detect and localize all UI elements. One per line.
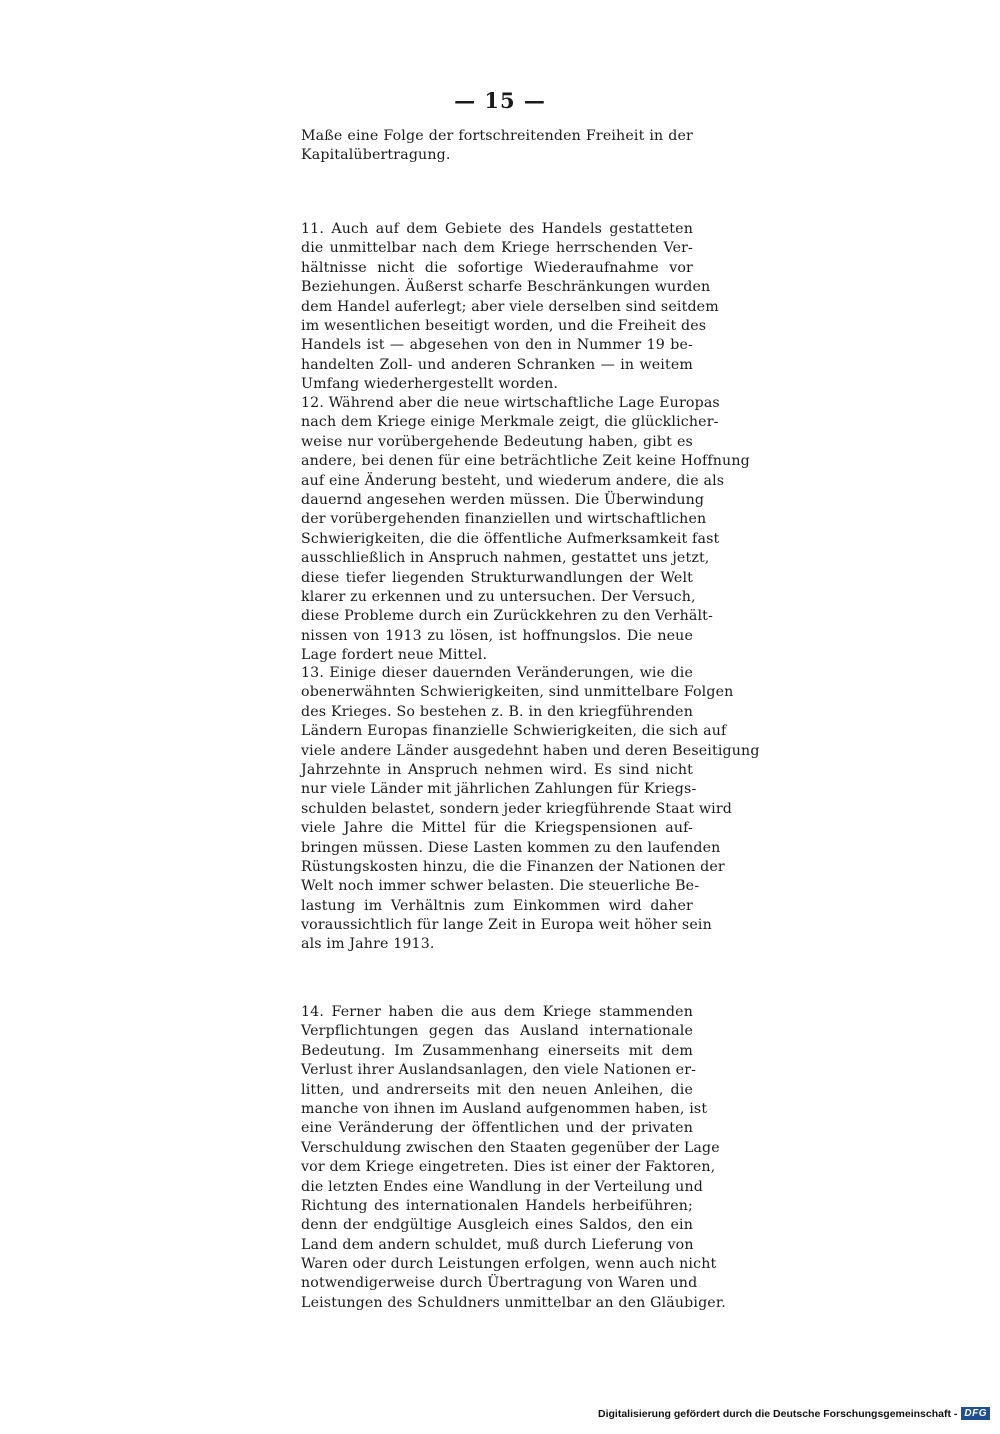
page-number: — 15 — <box>454 88 546 113</box>
text-line: lastung im Verhältnis zum Einkommen wird daher <box>301 897 693 914</box>
text-line: des Krieges. So bestehen z. B. in den kriegführenden <box>301 703 693 720</box>
text-line: Welt noch immer schwer belasten. Die steuerliche Be- <box>301 878 700 895</box>
text-line: andere, bei denen für eine beträchtliche Zeit keine Hoffnung <box>301 453 750 470</box>
text-line: als im Jahre 1913. <box>301 936 435 953</box>
text-line: nach dem Kriege einige Merkmale zeigt, die glücklicher- <box>301 414 719 431</box>
dfg-logo: DFG <box>961 1407 990 1420</box>
text-line: 12. Während aber die neue wirtschaftliche Lage Europas <box>301 395 720 411</box>
text-line: diese Probleme durch ein Zurückkehren zu den Verhält- <box>301 608 713 625</box>
text-line: Umfang wiederhergestellt worden. <box>301 376 559 393</box>
text-line: weise nur vorübergehende Bedeutung haben, gibt es <box>301 433 693 450</box>
text-line: der vorübergehenden finanziellen und wirtschaftlichen <box>301 511 707 528</box>
text-line: die unmittelbar nach dem Kriege herrschenden Ver- <box>301 240 693 257</box>
text-line: Lage fordert neue Mittel. <box>301 647 488 664</box>
text-line: hältnisse nicht die sofortige Wiederaufnahme vor <box>301 259 693 276</box>
text-line: voraussichtlich für lange Zeit in Europa weit höher sein <box>301 917 712 934</box>
text-line: Waren oder durch Leistungen erfolgen, wenn auch nicht <box>301 1256 717 1273</box>
text-line: Handels ist — abgesehen von den in Nummer 19 be- <box>301 337 693 354</box>
text-line: Land dem andern schuldet, muß durch Lieferung von <box>301 1236 694 1253</box>
text-line: Maße eine Folge der fortschreitenden Freiheit in der <box>301 128 693 144</box>
text-line: dem Handel auferlegt; aber viele derselben sind seitdem <box>301 298 719 315</box>
text-line: notwendigerweise durch Übertragung von Waren und <box>301 1275 698 1292</box>
credit-text: Digitalisierung gefördert durch die Deutsche Forschungsgemeinschaft - <box>598 1407 958 1420</box>
text-line: handelten Zoll- und anderen Schranken — in weitem <box>301 356 693 373</box>
text-line: Ländern Europas finanzielle Schwierigkeiten, die sich auf <box>301 723 727 740</box>
text-line: Verpflichtungen gegen das Ausland internationale <box>301 1023 693 1040</box>
text-line: manche von ihnen im Ausland aufgenommen haben, ist <box>301 1100 708 1117</box>
text-line: 13. Einige dieser dauernden Veränderungen, wie die <box>301 665 693 681</box>
text-line: Richtung des internationalen Handels herbeiführen; <box>301 1197 693 1214</box>
text-line: Verschuldung zwischen den Staaten gegenüber der Lage <box>301 1139 720 1156</box>
text-line: nur viele Länder mit jährlichen Zahlungen für Kriegs- <box>301 781 697 798</box>
text-line: obenerwähnten Schwierigkeiten, sind unmittelbare Folgen <box>301 684 734 701</box>
text-line: bringen müssen. Diese Lasten kommen zu den laufenden <box>301 839 721 856</box>
text-line: ausschließlich in Anspruch nahmen, gestattet uns jetzt, <box>301 550 710 567</box>
text-line: die letzten Endes eine Wandlung in der Verteilung und <box>301 1178 703 1195</box>
text-line: 11. Auch auf dem Gebiete des Handels gestatteten <box>301 221 693 237</box>
text-line: schulden belastet, sondern jeder kriegführende Staat wird <box>301 800 733 817</box>
text-line: klarer zu erkennen und zu untersuchen. Der Versuch, <box>301 588 696 605</box>
text-line: Schwierigkeiten, die die öffentliche Aufmerksamkeit fast <box>301 530 720 547</box>
text-line: Beziehungen. Äußerst scharfe Beschränkungen wurden <box>301 279 711 296</box>
paragraph-11 <box>301 220 719 395</box>
paragraph-12 <box>301 394 750 665</box>
text-line: Kapitalübertragung. <box>301 147 451 164</box>
digitization-credit <box>598 1407 990 1420</box>
paragraph-13 <box>301 664 760 955</box>
text-line: litten, und andrerseits mit den neuen Anleihen, die <box>301 1081 693 1098</box>
text-line: im wesentlichen beseitigt worden, und die Freiheit des <box>301 317 707 334</box>
text-line: viele andere Länder ausgedehnt haben und deren Beseitigung <box>301 742 760 759</box>
text-line: denn der endgültige Ausgleich eines Saldos, den ein <box>301 1217 693 1234</box>
text-line: vor dem Kriege eingetreten. Dies ist einer der Faktoren, <box>301 1159 716 1176</box>
text-line: diese tiefer liegenden Strukturwandlungen der Welt <box>301 569 693 586</box>
text-line: Leistungen des Schuldners unmittelbar an den Gläubiger. <box>301 1294 726 1311</box>
text-line: Verlust ihrer Auslandsanlagen, den viele Nationen er- <box>301 1062 697 1079</box>
text-line: nissen von 1913 zu lösen, ist hoffnungslos. Die neue <box>301 627 693 644</box>
text-line: 14. Ferner haben die aus dem Kriege stammenden <box>301 1004 693 1020</box>
paragraph-14 <box>301 1003 726 1313</box>
paragraph-intro <box>301 127 693 166</box>
text-line: Rüstungskosten hinzu, die die Finanzen der Nationen der <box>301 858 725 875</box>
text-line: Jahrzehnte in Anspruch nehmen wird. Es sind nicht <box>301 761 693 778</box>
text-line: Bedeutung. Im Zusammenhang einerseits mit dem <box>301 1042 693 1059</box>
text-line: eine Veränderung der öffentlichen und der privaten <box>301 1120 693 1137</box>
text-line: dauernd angesehen werden müssen. Die Überwindung <box>301 491 705 508</box>
text-line: viele Jahre die Mittel für die Kriegspensionen auf- <box>301 820 693 837</box>
text-line: auf eine Änderung besteht, und wiederum andere, die als <box>301 472 725 489</box>
